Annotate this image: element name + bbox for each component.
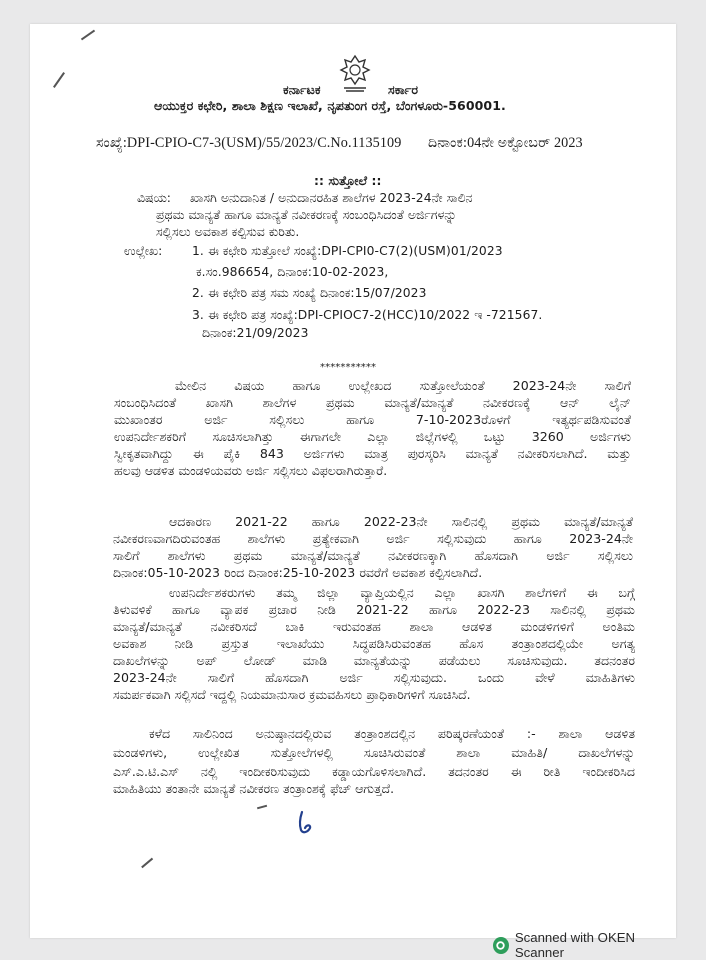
pen-mark <box>141 858 153 868</box>
paragraph-line: ಉಪನಿರ್ದೇಶಕರುಗಳು ತಮ್ಮ ಜಿಲ್ಲಾ ವ್ಯಾಪ್ತಿಯಲ್ಲಿನ ಎಲ್ಲಾ ಖಾಸಗಿ ಶಾಲೆಗಳಿಗೆ ಈ ಬಗ್ಗೆ <box>169 585 635 600</box>
paragraph-line: ಕಳೆದ ಸಾಲಿನಿಂದ ಅನುಷ್ಠಾನದಲ್ಲಿರುವ ತಂತ್ರಾಂಶದಲ್ಲಿನ ಪರಿಷ್ಕರಣೆಯಂತೆ :- ಶಾಲಾ ಆಡಳಿತ <box>149 726 635 741</box>
subject-line: ಖಾಸಗಿ ಅನುದಾನಿತ / ಅನುದಾನರಹಿತ ಶಾಲೆಗಳ 2023-24ನೇ ಸಾಲಿನ <box>190 191 473 205</box>
signature <box>294 810 328 836</box>
reference-item: 2. ಈ ಕಛೇರಿ ಪತ್ರ ಸಮ ಸಂಖ್ಯೆ ದಿನಾಂಕ:15/07/2023 <box>192 286 427 300</box>
paragraph-line: ಸಂಬಂಧಿಸಿದಂತೆ ಖಾಸಗಿ ಶಾಲೆಗಳ ಪ್ರಥಮ ಮಾನ್ಯತೆ/ಮಾನ್ಯತೆ ನವೀಕರಣಕ್ಕೆ ಆನ್ ಲೈನ್ <box>114 395 631 410</box>
pen-mark <box>53 72 65 88</box>
pen-mark <box>257 805 267 809</box>
header-office: ಆಯುಕ್ತರ ಕಛೇರಿ, ಶಾಲಾ ಶಿಕ್ಷಣ ಇಲಾಖೆ, ನೃಪತುಂಗ ರಸ್ತೆ, ಬೆಂಗಳೂರು-560001. <box>154 98 506 113</box>
pen-mark <box>81 30 95 41</box>
circular-title: :: ಸುತ್ತೋಲೆ :: <box>314 174 382 188</box>
paragraph-line: ಆದಕಾರಣ 2021-22 ಹಾಗೂ 2022-23ನೇ ಸಾಲಿನಲ್ಲಿ ಪ್ರಥಮ ಮಾನ್ಯತೆ/ಮಾನ್ಯತೆ <box>169 514 633 529</box>
paragraph-line: ಮುಖಾಂತರ ಅರ್ಜಿ ಸಲ್ಲಿಸಲು ಹಾಗೂ 7-10-2023ರೊಳಗೆ ಇತ್ಯರ್ಥಪಡಿಸುವಂತೆ <box>114 412 631 427</box>
paragraph-line: ಸಾಲಿಗೆ ಶಾಲೆಗಳು ಪ್ರಥಮ ಮಾನ್ಯತೆ/ಮಾನ್ಯತೆ ನವೀಕರಣಕ್ಕಾಗಿ ಹೊಸದಾಗಿ ಅರ್ಜಿ ಸಲ್ಲಿಸಲು <box>113 548 633 563</box>
reference-item: ದಿನಾಂಕ:21/09/2023 <box>202 326 309 340</box>
paragraph-line: ಹಲವು ಆಡಳಿತ ಮಂಡಳಿಯವರು ಅರ್ಜಿ ಸಲ್ಲಿಸಲು ವಿಫಲರಾಗಿರುತ್ತಾರೆ. <box>114 464 388 478</box>
reference-item: ಕ.ಸಂ.986654, ದಿನಾಂಕ:10-02-2023, <box>196 265 389 279</box>
separator: *********** <box>320 362 377 373</box>
paragraph-line: ದಿನಾಂಕ:05-10-2023 ರಿಂದ ದಿನಾಂಕ:25-10-2023 ರವರೆಗೆ ಅವಕಾಶ ಕಲ್ಪಿಸಲಾಗಿದೆ. <box>113 566 483 580</box>
paragraph-line: ಮಾಹಿತಿಯು ತಂತಾನೇ ಮಾನ್ಯತೆ ನವೀಕರಣ ತಂತ್ರಾಂಶಕ್ಕೆ ಫೆಚ್ ಆಗುತ್ತದೆ. <box>113 782 395 796</box>
reference-number: ಸಂಖ್ಯೆ:DPI-CPIO-C7-3(USM)/55/2023/C.No.1135109 <box>96 135 402 151</box>
subject-line: ಸಲ್ಲಿಸಲು ಅವಕಾಶ ಕಲ್ಪಿಸುವ ಕುರಿತು. <box>156 225 300 239</box>
paragraph-line: ಮಂಡಳಿಗಳು, ಉಲ್ಲೇಖಿತ ಸುತ್ತೋಲೆಗಳಲ್ಲಿ ಸೂಚಿಸಿರುವಂತೆ ಶಾಲಾ ಮಾಹಿತಿ/ ದಾಖಲೆಗಳನ್ನು <box>113 745 635 760</box>
paragraph-line: 2023-24ನೇ ಸಾಲಿಗೆ ಹೊಸದಾಗಿ ಅರ್ಜಿ ಸಲ್ಲಿಸುವುದು. ಒಂದು ವೇಳೆ ಮಾಹಿತಿಗಳು <box>113 670 635 685</box>
scanner-logo-icon <box>493 937 509 954</box>
document-page <box>30 24 676 960</box>
paragraph-line: ತಿಳುವಳಿಕೆ ಹಾಗೂ ವ್ಯಾಪಕ ಪ್ರಚಾರ ನೀಡಿ 2021-22 ಹಾಗೂ 2022-23 ಸಾಲಿನಲ್ಲಿ ಪ್ರಥಮ <box>113 602 635 617</box>
header-state: ಕರ್ನಾಟಕ <box>283 82 321 97</box>
paragraph-line: ನವೀಕರಣವಾಗದಿರುವಂತಹ ಶಾಲೆಗಳು ಪ್ರತ್ಯೇಕವಾಗಿ ಅರ್ಜಿ ಸಲ್ಲಿಸುವುದು ಹಾಗೂ 2023-24ನೇ <box>113 531 633 546</box>
paragraph-line: ಸಮರ್ಪಕವಾಗಿ ಸಲ್ಲಿಸದೆ ಇದ್ದಲ್ಲಿ ನಿಯಮಾನುಸಾರ ಕ್ರಮವಹಿಸಲು ಪ್ರಾಧಿಕಾರಿಗಳಿಗೆ ಸೂಚಿಸಿದೆ. <box>113 688 471 702</box>
paragraph-line: ಮೇಲಿನ ವಿಷಯ ಹಾಗೂ ಉಲ್ಲೇಖದ ಸುತ್ತೋಲೆಯಂತೆ 2023-24ನೇ ಸಾಲಿಗೆ <box>175 378 631 393</box>
subject-label: ವಿಷಯ: <box>137 191 172 205</box>
subject-line: ಪ್ರಥಮ ಮಾನ್ಯತೆ ಹಾಗೂ ಮಾನ್ಯತೆ ನವೀಕರಣಕ್ಕೆ ಸಂಬಂಧಿಸಿದಂತೆ ಅರ್ಜಿಗಳನ್ನು <box>156 208 457 222</box>
paragraph-line: ಮಾನ್ಯತೆ/ಮಾನ್ಯತೆ ನವೀಕರಿಸದೆ ಬಾಕಿ ಇರುವಂತಹ ಶಾಲಾ ಆಡಳಿತ ಮಂಡಳಿಗಳಿಗೆ ಅಂತಿಮ <box>113 619 635 634</box>
paragraph-line: ಸ್ವೀಕೃತವಾಗಿದ್ದು ಈ ಪೈಕಿ 843 ಅರ್ಜಿಗಳು ಮಾತ್ರ ಪುರಸ್ಕರಿಸಿ ಮಾನ್ಯತೆ ನವೀಕರಿಸಲಾಗಿದೆ. ಮತ್ತು <box>114 446 631 461</box>
scanner-watermark-text: Scanned with OKEN Scanner <box>514 930 636 960</box>
paragraph-line: ದಾಖಲೆಗಳನ್ನು ಅಪ್ ಲೋಡ್ ಮಾಡಿ ಮಾನ್ಯತೆಯನ್ನು ಪಡೆಯಲು ಸೂಚಿಸುವುದು. ತದನಂತರ <box>113 653 635 668</box>
reference-date: ದಿನಾಂಕ:04ನೇ ಅಕ್ಟೋಬರ್ 2023 <box>428 135 583 151</box>
reference-item: 1. ಈ ಕಛೇರಿ ಸುತ್ತೋಲೆ ಸಂಖ್ಯೆ:DPI-CPI0-C7(2)(USM)01/2023 <box>192 244 503 258</box>
scanner-watermark <box>493 930 676 960</box>
state-emblem-icon <box>336 54 374 94</box>
references-label: ಉಲ್ಲೇಖ: <box>124 244 163 258</box>
header-government: ಸರ್ಕಾರ <box>388 82 419 97</box>
paragraph-line: ಎಸ್.ಎ.ಟಿ.ಎಸ್ ನಲ್ಲಿ ಇಂದೀಕರಿಸುವುದು ಕಡ್ಡಾಯಗೊಳಿಸಲಾಗಿದೆ. ತದನಂತರ ಈ ರೀತಿ ಇಂದೀಕರಿಸಿದ <box>113 764 635 779</box>
paragraph-line: ಉಪನಿರ್ದೇಶಕರಿಗೆ ಸೂಚಿಸಲಾಗಿತ್ತು ಈಗಾಗಲೇ ಎಲ್ಲಾ ಜಿಲ್ಲೆಗಳಲ್ಲಿ ಒಟ್ಟು 3260 ಅರ್ಜಿಗಳು <box>114 429 631 444</box>
paragraph-line: ಅವಕಾಶ ನೀಡಿ ಪ್ರಸ್ತುತ ಇಲಾಖೆಯು ಸಿದ್ಧಪಡಿಸಿರುವಂತಹ ಹೊಸ ತಂತ್ರಾಂಶದಲ್ಲಿಯೇ ಅಗತ್ಯ <box>113 636 635 651</box>
reference-item: 3. ಈ ಕಛೇರಿ ಪತ್ರ ಸಂಖ್ಯೆ:DPI-CPIOC7-2(HCC)10/2022 ಇ -721567. <box>192 308 543 322</box>
